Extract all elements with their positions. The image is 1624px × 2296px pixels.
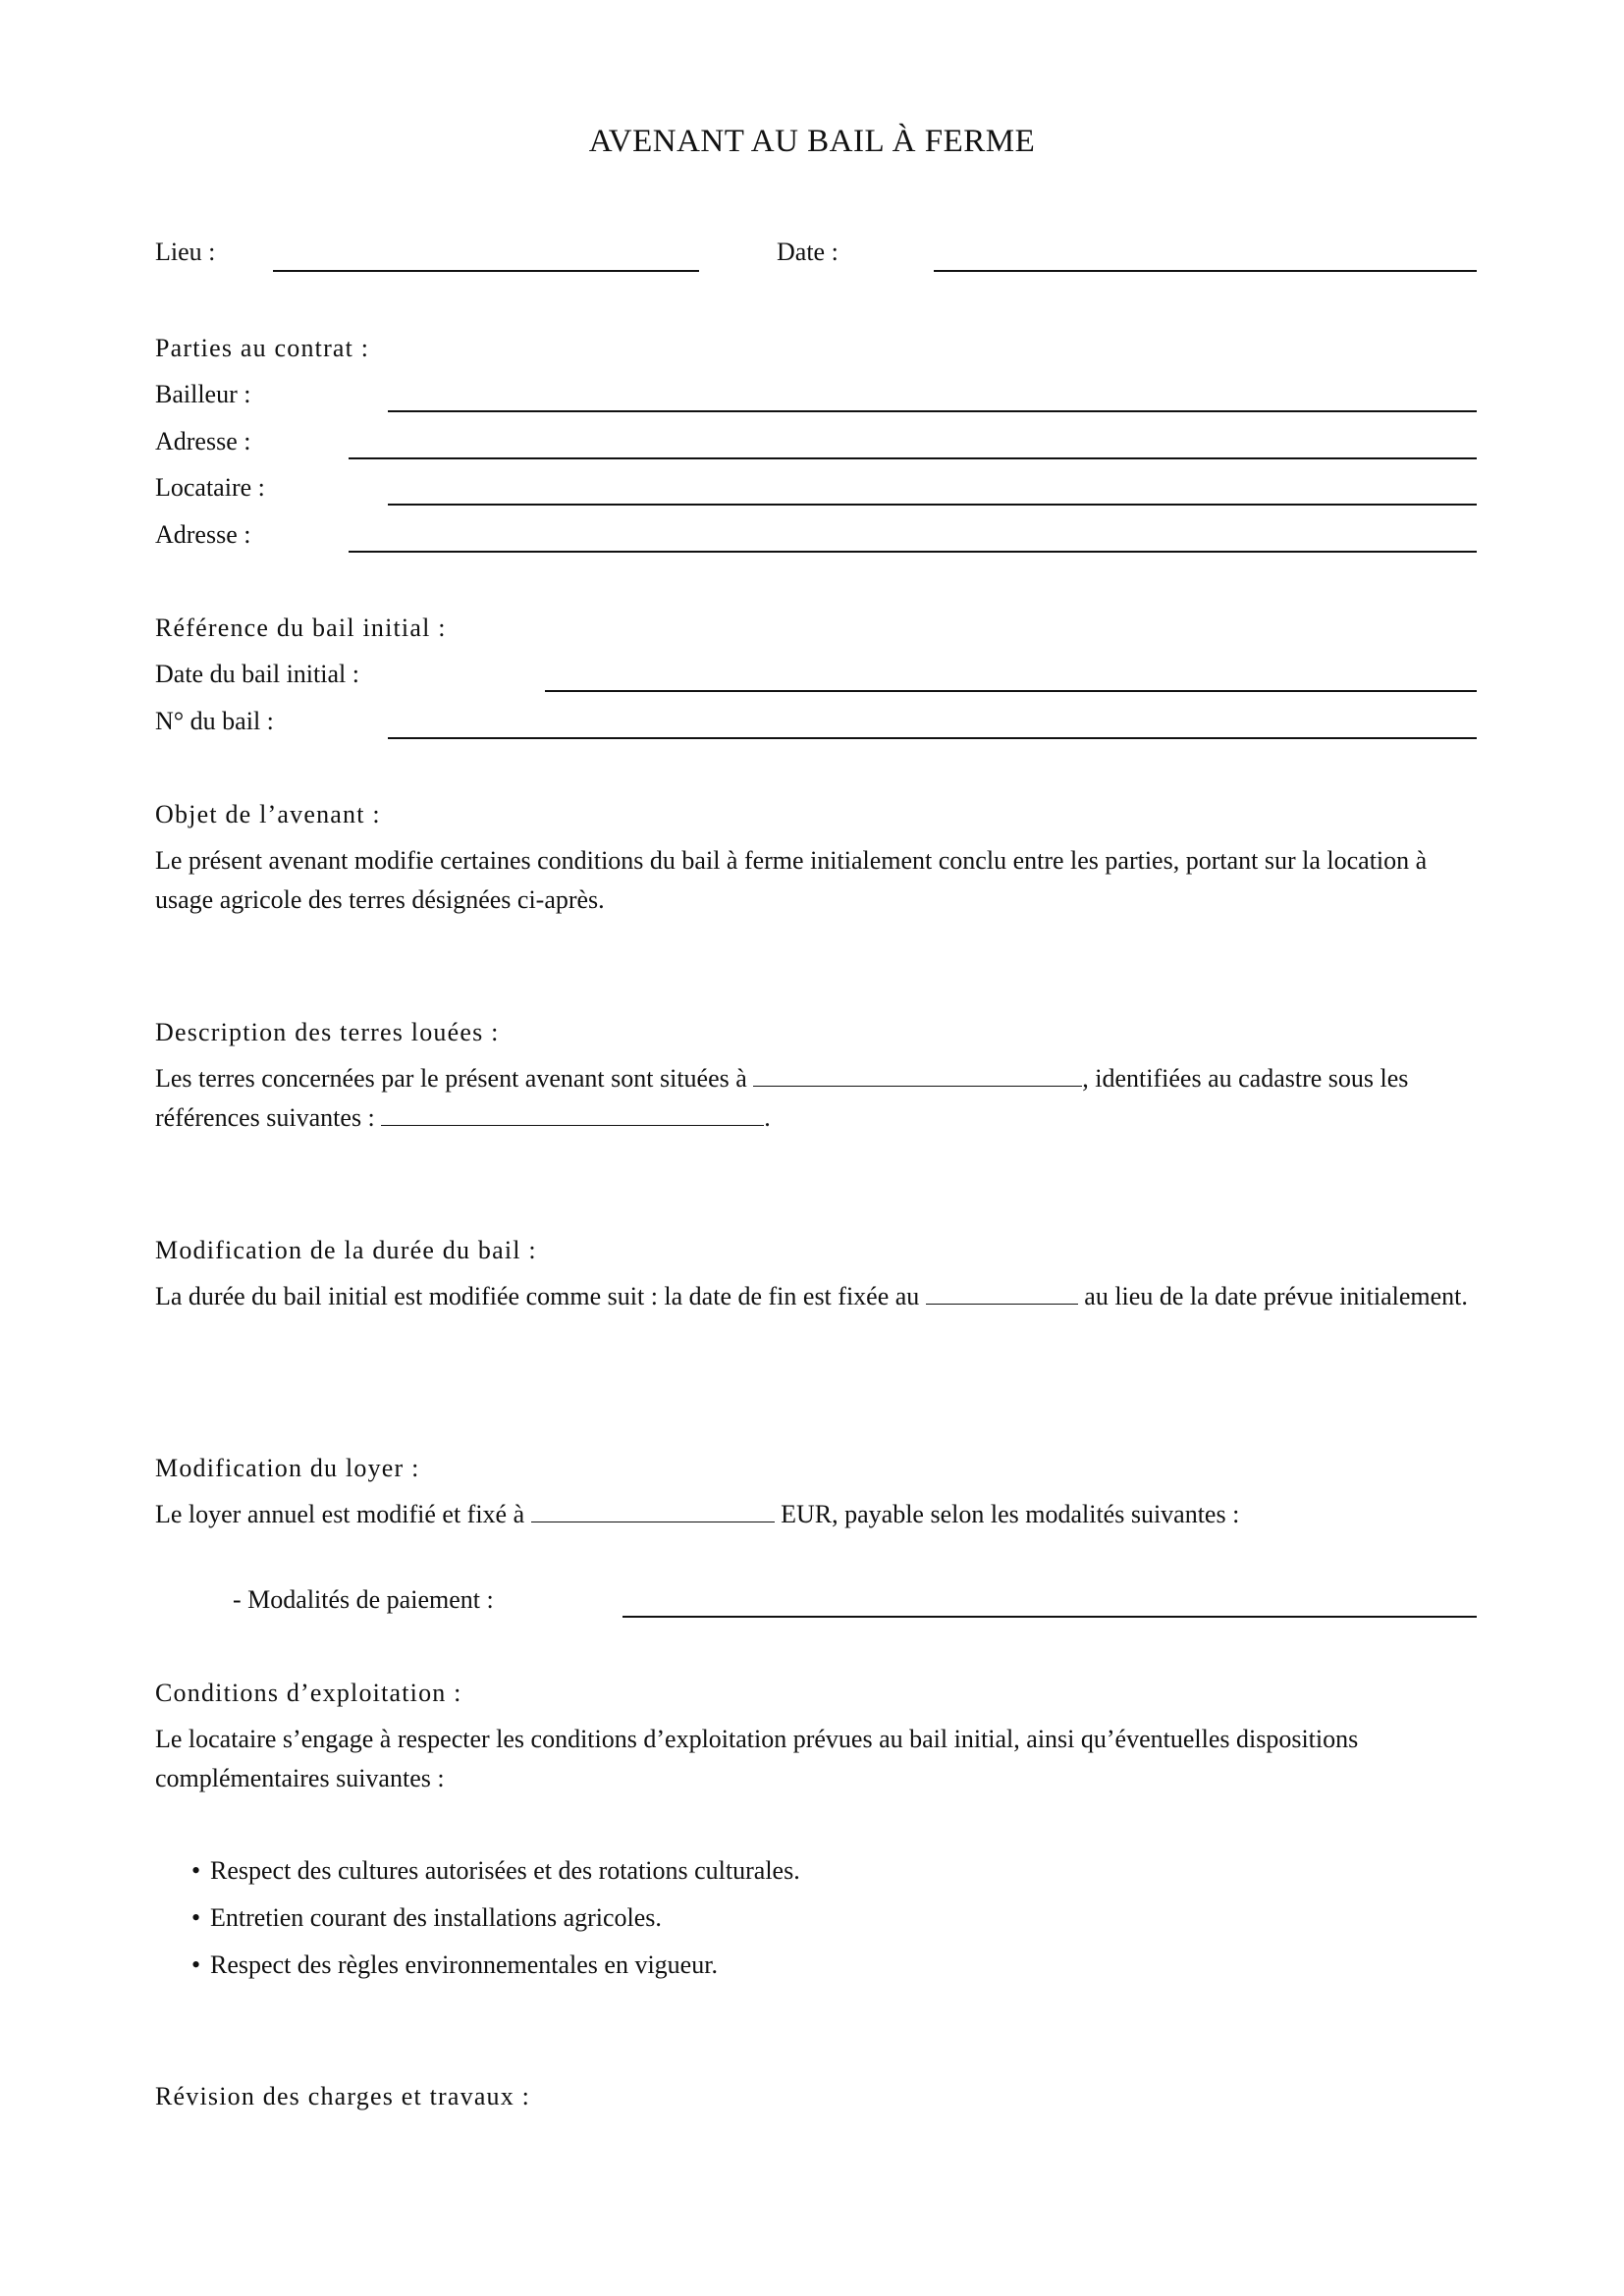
document-title: AVENANT AU BAIL À FERME [588, 124, 1036, 159]
objet-paragraph: Le présent avenant modifie certaines conditions du bail à ferme initialement conclu entre les parties, portant sur la location à usage agricole des terres désignées ci-après. [155, 846, 1428, 914]
commune-blank[interactable] [753, 1064, 1082, 1087]
date-bail-initial-label: Date du bail initial : [155, 660, 359, 688]
duree-text-part1: La durée du bail initial est modifiée comme suit : la date de fin est fixée au [155, 1282, 926, 1310]
modalites-paiement-field-line[interactable] [623, 1616, 1477, 1618]
list-item [191, 1847, 800, 1895]
duree-heading: Modification de la durée du bail : [155, 1236, 537, 1264]
date-label: Date : [777, 238, 839, 266]
description-paragraph [155, 1059, 1490, 1138]
bailleur-field-line[interactable] [388, 410, 1477, 412]
numero-bail-label: N° du bail : [155, 707, 274, 735]
objet-heading: Objet de l’avenant : [155, 800, 381, 828]
bailleur-label: Bailleur : [155, 380, 251, 408]
list-item-text: Respect des cultures autorisées et des rotations culturales. [210, 1856, 800, 1885]
adresse-locataire-field-line[interactable] [349, 551, 1477, 553]
list-item-text: Respect des règles environnementales en vigueur. [210, 1950, 718, 1979]
list-item [191, 1942, 800, 1989]
cadastre-blank[interactable] [381, 1103, 764, 1126]
list-item-text: Entretien courant des installations agricoles. [210, 1903, 662, 1932]
adresse-locataire-label: Adresse : [155, 520, 251, 549]
loyer-heading: Modification du loyer : [155, 1454, 420, 1482]
numero-bail-field-line[interactable] [388, 737, 1477, 739]
list-item [191, 1895, 800, 1942]
duree-text-part2: au lieu de la date prévue initialement. [1077, 1282, 1468, 1310]
locataire-field-line[interactable] [388, 504, 1477, 506]
exploitation-paragraph: Le locataire s’engage à respecter les conditions d’exploitation prévues au bail initial, ainsi qu’éventuelles dispositions complémentaires suivantes : [155, 1725, 1359, 1792]
adresse-bailleur-field-line[interactable] [349, 457, 1477, 459]
description-text-part2: , identifiées au cadastre sous les références suivantes : [155, 1064, 1409, 1132]
lieu-field-line[interactable] [273, 270, 699, 272]
date-fin-blank[interactable] [926, 1282, 1078, 1305]
parties-heading: Parties au contrat : [155, 334, 370, 362]
loyer-montant-blank[interactable] [531, 1500, 775, 1522]
loyer-text-part1: Le loyer annuel est modifié et fixé à [155, 1500, 531, 1528]
bullet-icon: • [191, 1903, 201, 1932]
lieu-label: Lieu : [155, 238, 216, 266]
adresse-bailleur-label: Adresse : [155, 427, 251, 455]
charges-heading: Révision des charges et travaux : [155, 2082, 531, 2110]
reference-heading: Référence du bail initial : [155, 614, 447, 642]
description-text-part1: Les terres concernées par le présent avenant sont situées à [155, 1064, 754, 1093]
exploitation-conditions-list [191, 1847, 800, 1989]
duree-paragraph [155, 1277, 1490, 1316]
description-text-part3: . [764, 1103, 771, 1132]
locataire-label: Locataire : [155, 473, 265, 502]
bullet-icon: • [191, 1856, 201, 1885]
exploitation-heading: Conditions d’exploitation : [155, 1679, 462, 1707]
loyer-paragraph [155, 1495, 1490, 1534]
loyer-text-part2: EUR, payable selon les modalités suivantes : [774, 1500, 1240, 1528]
date-field-line[interactable] [934, 270, 1477, 272]
date-bail-initial-field-line[interactable] [545, 690, 1477, 692]
bullet-icon: • [191, 1950, 201, 1979]
description-heading: Description des terres louées : [155, 1018, 500, 1046]
modalites-paiement-label: - Modalités de paiement : [233, 1585, 494, 1614]
